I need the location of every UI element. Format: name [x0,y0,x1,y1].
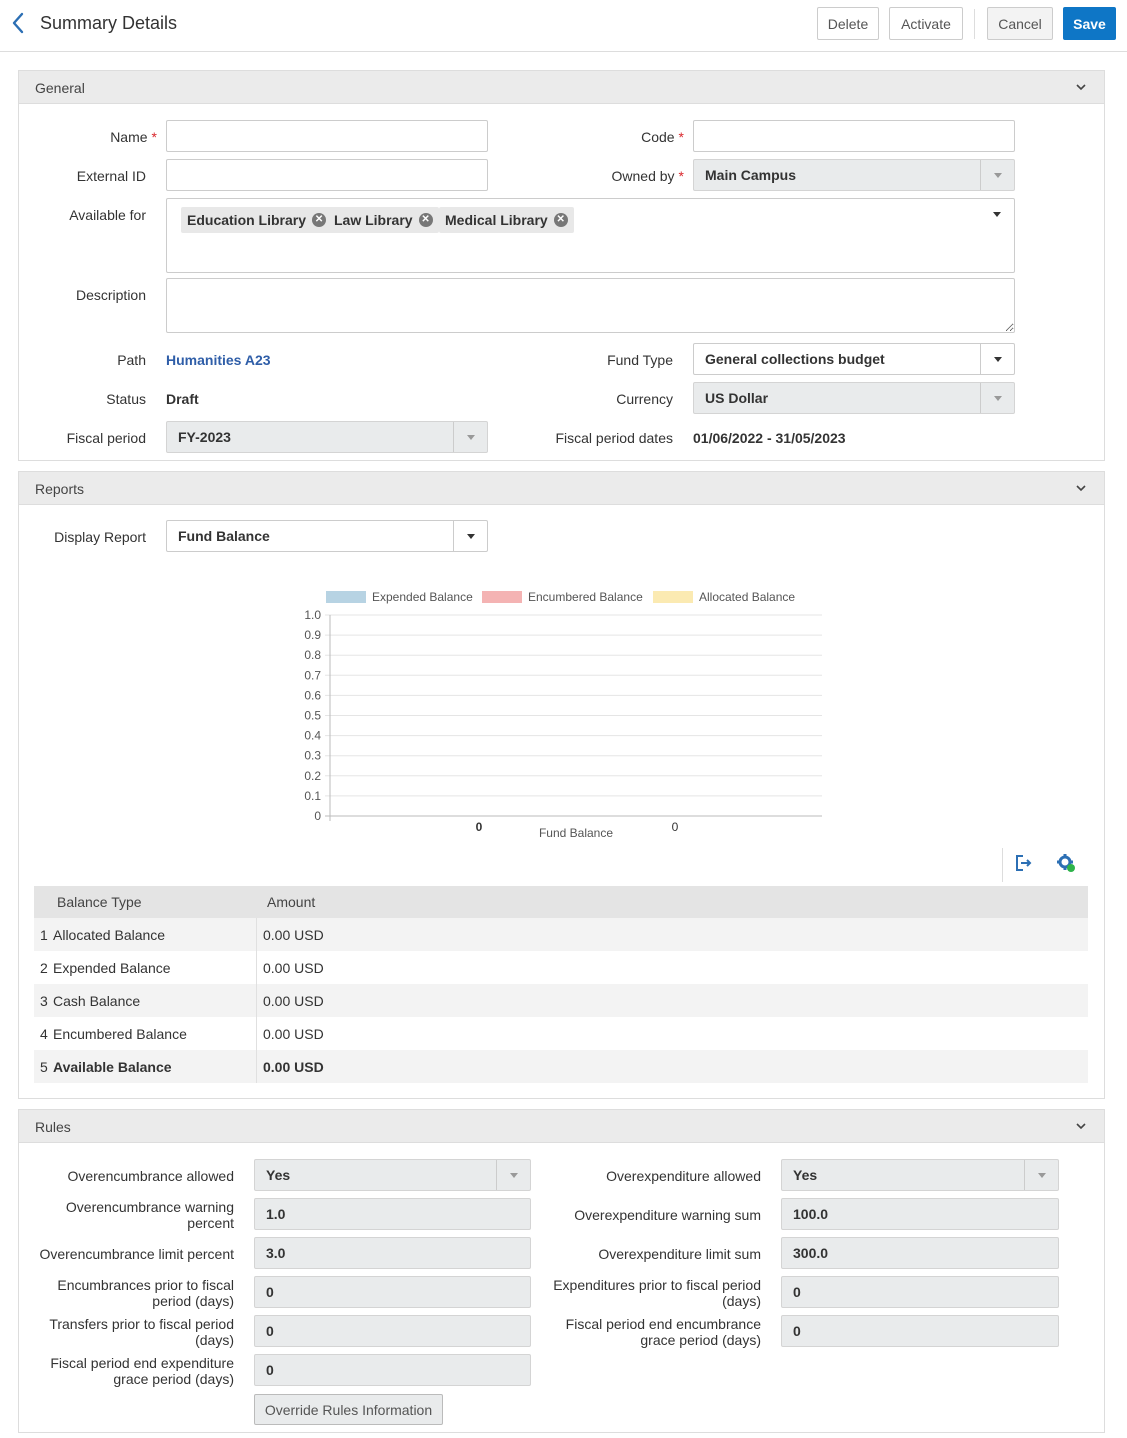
code-input[interactable] [693,120,1015,152]
y-tick-label: 0.7 [304,668,321,683]
y-tick-label: 0 [314,809,321,823]
name-input[interactable] [166,120,488,152]
table-row[interactable] [34,1050,1088,1083]
balance-type-cell: Expended Balance [53,960,171,976]
status-value: Draft [166,391,199,407]
dropdown-arrow-icon[interactable] [980,160,1014,190]
row-number: 4 [40,1026,48,1042]
reports-section [18,471,1105,1099]
dropdown-arrow-icon[interactable] [980,344,1014,374]
overexpenditure-limit-label: Overexpenditure limit sum [598,1246,761,1262]
gear-icon[interactable] [1055,852,1077,874]
fund-type-value: General collections budget [705,351,885,367]
available-for-label: Available for [69,207,146,223]
overencumbrance-warning-field[interactable]: 1.0 [254,1198,531,1230]
column-divider [256,1017,257,1050]
display-report-value: Fund Balance [178,528,270,544]
cancel-button[interactable]: Cancel [987,7,1053,40]
code-label: Code * [641,129,684,145]
y-tick-label: 0.1 [304,788,321,803]
overexpenditure-warning-field[interactable]: 100.0 [781,1198,1059,1230]
y-tick-label: 0.4 [304,728,321,743]
expenditures-prior-label: Expenditures prior to fiscal period (days) [553,1277,761,1309]
name-label: Name * [110,129,157,145]
expenditure-grace-field[interactable]: 0 [254,1354,531,1386]
amount-cell: 0.00 USD [263,927,324,943]
row-number: 5 [40,1059,48,1075]
amount-cell: 0.00 USD [263,993,324,1009]
chip-medical-library: Medical Library ✕ [439,207,574,233]
path-label: Path [117,352,146,368]
y-tick-label: 0.8 [304,648,321,663]
fund-balance-chart [19,472,1104,852]
currency-value: US Dollar [705,390,769,406]
currency-select[interactable] [693,382,1015,414]
table-row[interactable] [34,918,1088,951]
status-label: Status [106,391,146,407]
y-tick-label: 0.6 [304,688,321,703]
overencumbrance-allowed-value: Yes [266,1167,291,1183]
encumbrances-prior-label: Encumbrances prior to fiscal period (days) [57,1277,234,1309]
data-label: 0 [475,820,483,834]
fund-type-label: Fund Type [607,352,673,368]
legend-label: Allocated Balance [699,590,796,604]
owned-by-value: Main Campus [705,167,797,183]
general-section-header[interactable] [19,71,1104,104]
fiscal-period-select[interactable] [166,421,488,453]
balance-type-cell: Available Balance [53,1059,172,1075]
column-divider [256,1050,257,1083]
fiscal-period-label: Fiscal period [66,430,146,446]
balance-table [34,886,1088,1083]
x-axis-label: Fund Balance [538,826,614,840]
row-number: 1 [40,927,48,943]
description-label: Description [75,287,146,303]
encumbrances-prior-field[interactable]: 0 [254,1276,531,1308]
overencumbrance-limit-label: Overencumbrance limit percent [39,1246,234,1262]
amount-cell: 0.00 USD [263,960,324,976]
overencumbrance-allowed-label: Overencumbrance allowed [67,1168,234,1184]
y-tick-label: 0.3 [304,748,321,763]
remove-chip-icon[interactable]: ✕ [419,213,433,227]
overexpenditure-allowed-label: Overexpenditure allowed [606,1168,761,1184]
overencumbrance-allowed-select[interactable] [254,1159,531,1191]
transfers-prior-label: Transfers prior to fiscal period (days) [49,1316,234,1348]
rules-section-header[interactable] [19,1110,1104,1143]
section-title: Rules [35,1119,71,1135]
transfers-prior-field[interactable]: 0 [254,1315,531,1347]
overexpenditure-warning-label: Overexpenditure warning sum [574,1207,761,1223]
y-tick-label: 0.2 [304,768,321,783]
dropdown-arrow-icon[interactable] [1024,1160,1058,1190]
chevron-down-icon[interactable] [1074,1119,1088,1133]
overexpenditure-limit-field[interactable]: 300.0 [781,1237,1059,1269]
data-label: 0 [671,820,679,834]
overencumbrance-limit-field[interactable]: 3.0 [254,1237,531,1269]
general-section [18,70,1105,461]
expenditures-prior-field[interactable]: 0 [781,1276,1059,1308]
table-row[interactable] [34,1017,1088,1050]
y-tick-label: 0.5 [304,708,321,723]
balance-type-cell: Cash Balance [53,993,141,1009]
description-textarea[interactable] [166,278,1015,333]
dropdown-arrow-icon[interactable] [453,422,487,452]
section-title: Reports [35,481,85,497]
save-button[interactable]: Save [1063,7,1116,40]
delete-button[interactable]: Delete [817,7,879,40]
table-row[interactable] [34,984,1088,1017]
amount-cell: 0.00 USD [263,1059,324,1075]
legend-label: Expended Balance [372,590,473,604]
currency-label: Currency [616,391,673,407]
chart-plot [19,472,1104,852]
table-header [34,886,1088,918]
column-divider [256,984,257,1017]
column-divider [256,918,257,951]
balance-type-cell: Allocated Balance [53,927,166,943]
section-title: General [35,80,85,96]
overencumbrance-warning-label: Overencumbrance warning percent [65,1199,234,1231]
back-arrow-icon[interactable] [8,10,30,36]
fiscal-period-dates-label: Fiscal period dates [555,430,673,446]
dropdown-arrow-icon[interactable] [980,383,1014,413]
external-id-label: External ID [76,168,146,184]
chip-education-library: Education Library ✕ [181,207,332,233]
dropdown-arrow-icon[interactable] [992,212,1002,218]
remove-chip-icon[interactable]: ✕ [554,213,568,227]
overexpenditure-allowed-value: Yes [793,1167,818,1183]
row-number: 3 [40,993,48,1009]
activate-button[interactable]: Activate [889,7,963,40]
rules-section [18,1109,1105,1433]
legend-label: Encumbered Balance [528,590,643,604]
expenditure-grace-label: Fiscal period end expenditure grace period (days) [50,1355,234,1387]
page-title: Summary Details [40,13,178,33]
fiscal-period-value: FY-2023 [178,429,231,445]
encumbrance-grace-field[interactable]: 0 [781,1315,1059,1347]
fund-type-select[interactable] [693,343,1015,375]
fiscal-period-dates-value: 01/06/2022 - 31/05/2023 [693,430,846,446]
chip-law-library: Law Library ✕ [328,207,439,233]
toolbar-divider [1002,848,1003,882]
row-number: 2 [40,960,48,976]
column-header-balance-type[interactable]: Balance Type [57,894,142,910]
available-for-multiselect[interactable] [166,198,1015,273]
table-row[interactable] [34,951,1088,984]
y-tick-label: 1.0 [304,608,321,622]
header-divider [974,9,975,39]
y-tick-label: 0.9 [304,628,321,643]
page-header [0,0,1127,52]
amount-cell: 0.00 USD [263,1026,324,1042]
balance-type-cell: Encumbered Balance [53,1026,187,1042]
encumbrance-grace-label: Fiscal period end encumbrance grace period (days) [565,1316,761,1348]
column-header-amount[interactable]: Amount [267,894,316,910]
external-id-input[interactable] [166,159,488,191]
owned-by-label: Owned by * [611,168,684,184]
dropdown-arrow-icon[interactable] [496,1160,530,1190]
override-rules-button[interactable]: Override Rules Information [254,1394,443,1425]
export-icon[interactable] [1012,852,1034,874]
display-report-label: Display Report [54,529,146,545]
path-link[interactable]: Humanities A23 [166,352,271,368]
owned-by-select[interactable] [693,159,1015,191]
chevron-down-icon[interactable] [1074,80,1088,94]
overexpenditure-allowed-select[interactable] [781,1159,1059,1191]
column-divider [256,951,257,984]
remove-chip-icon[interactable]: ✕ [312,213,326,227]
